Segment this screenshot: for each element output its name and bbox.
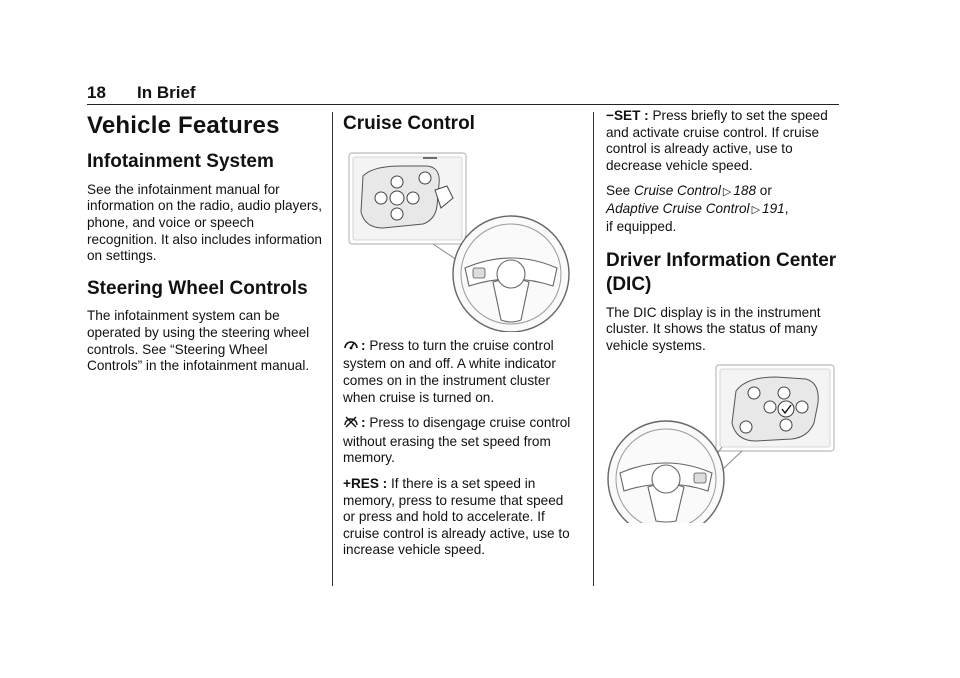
see-reference: See Cruise Control ▷ 188 or Adaptive Cruise Control ▷ 191, if equipped. (606, 183, 789, 234)
set-item: −SET : Press briefly to set the speed and activate cruise control. If cruise control is already active, use to decrease vehicle speed. (606, 108, 828, 173)
column-left (87, 108, 323, 384)
section-title: In Brief (137, 83, 196, 102)
adaptive-cruise-link[interactable]: Adaptive Cruise Control (606, 200, 750, 216)
page-ref-icon: ▷ (722, 186, 732, 199)
column-divider (332, 112, 333, 586)
column-right (606, 108, 842, 523)
cruise-control-illustration (343, 144, 579, 332)
page-ref-icon: ▷ (751, 203, 761, 216)
steering-text: The infotainment system can be operated by using the steering wheel controls. See “Steering Wheel Controls” in the infotainment manual. (87, 308, 310, 374)
cruise-control-link[interactable]: Cruise Control (633, 183, 721, 199)
page-number: 18 (87, 83, 106, 102)
dic-text: The DIC display is in the instrument cluster. It shows the status of many vehicle systems. (606, 304, 821, 353)
cancel-icon (343, 415, 359, 434)
cruise-item: +RES : If there is a set speed in memory, press to resume that speed or press and hold to accelerate. If cruise control is already active, use to increase vehicle speed. (343, 475, 570, 558)
steering-heading: Steering Wheel Controls (87, 277, 308, 299)
cruise-heading: Cruise Control (343, 113, 475, 134)
dic-controls-illustration (606, 363, 842, 523)
cruise-on-off-icon (343, 338, 359, 357)
cruise-item: : Press to disengage cruise control without erasing the set speed from memory. (343, 415, 571, 466)
page-header (87, 82, 839, 105)
infotainment-heading: Infotainment System (87, 151, 274, 172)
infotainment-text: See the infotainment manual for information on the radio, audio players, phone, and voice or speech recognition. It also includes information on settings. (87, 181, 323, 264)
page-title: Vehicle Features (87, 112, 280, 139)
cruise-item: : Press to turn the cruise control system on and off. A white indicator comes on in the instrument cluster when cruise is turned on. (343, 337, 556, 405)
dic-heading: Driver Information Center (DIC) (606, 250, 837, 295)
column-divider (593, 112, 594, 586)
column-middle (343, 108, 579, 568)
